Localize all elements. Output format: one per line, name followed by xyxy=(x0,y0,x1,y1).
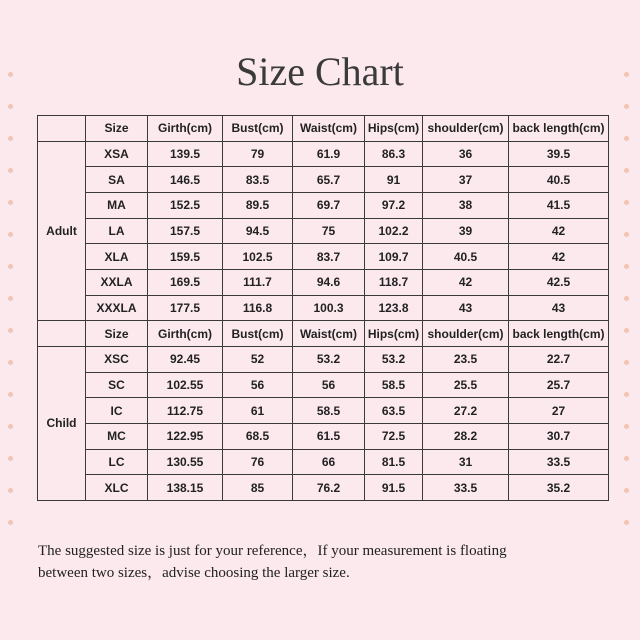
column-header: shoulder(cm) xyxy=(423,116,509,142)
decorative-dot xyxy=(8,136,13,141)
measurement-cell: 102.5 xyxy=(223,244,293,270)
table-row xyxy=(38,192,609,218)
measurement-cell: 63.5 xyxy=(365,398,423,424)
measurement-cell: 130.55 xyxy=(148,449,223,475)
measurement-cell: 100.3 xyxy=(293,295,365,321)
category-label: Child xyxy=(38,346,86,500)
measurement-cell: 116.8 xyxy=(223,295,293,321)
measurement-cell: 61.9 xyxy=(293,141,365,167)
measurement-cell: 61 xyxy=(223,398,293,424)
measurement-cell: 159.5 xyxy=(148,244,223,270)
measurement-cell: 56 xyxy=(223,372,293,398)
table-row xyxy=(38,244,609,270)
measurement-cell: 157.5 xyxy=(148,218,223,244)
size-cell: XSC xyxy=(86,346,148,372)
size-cell: SC xyxy=(86,372,148,398)
decorative-dot xyxy=(624,456,629,461)
size-cell: MA xyxy=(86,192,148,218)
measurement-cell: 66 xyxy=(293,449,365,475)
table-row xyxy=(38,449,609,475)
measurement-cell: 102.55 xyxy=(148,372,223,398)
measurement-cell: 43 xyxy=(423,295,509,321)
measurement-cell: 65.7 xyxy=(293,167,365,193)
measurement-cell: 42 xyxy=(509,244,609,270)
measurement-cell: 81.5 xyxy=(365,449,423,475)
measurement-cell: 91 xyxy=(365,167,423,193)
page-title: Size Chart xyxy=(236,49,404,94)
measurement-cell: 68.5 xyxy=(223,423,293,449)
table-row xyxy=(38,167,609,193)
header-blank-cell xyxy=(38,321,86,347)
table-row xyxy=(38,141,609,167)
header-row xyxy=(38,116,609,142)
measurement-cell: 25.7 xyxy=(509,372,609,398)
measurement-cell: 112.75 xyxy=(148,398,223,424)
size-cell: IC xyxy=(86,398,148,424)
table-row xyxy=(38,475,609,501)
measurement-cell: 27 xyxy=(509,398,609,424)
decorative-dot xyxy=(8,232,13,237)
decorative-dot xyxy=(8,424,13,429)
measurement-cell: 43 xyxy=(509,295,609,321)
decorative-dot xyxy=(8,488,13,493)
measurement-cell: 33.5 xyxy=(509,449,609,475)
decorative-dot xyxy=(624,296,629,301)
measurement-cell: 25.5 xyxy=(423,372,509,398)
size-cell: LC xyxy=(86,449,148,475)
decorative-dot xyxy=(624,424,629,429)
column-header: Size xyxy=(86,116,148,142)
decorative-dot xyxy=(624,200,629,205)
column-header: Size xyxy=(86,321,148,347)
measurement-cell: 58.5 xyxy=(293,398,365,424)
table-row xyxy=(38,295,609,321)
measurement-cell: 69.7 xyxy=(293,192,365,218)
decorative-dot xyxy=(624,136,629,141)
measurement-cell: 109.7 xyxy=(365,244,423,270)
measurement-cell: 83.5 xyxy=(223,167,293,193)
column-header: back length(cm) xyxy=(509,321,609,347)
measurement-cell: 139.5 xyxy=(148,141,223,167)
measurement-cell: 92.45 xyxy=(148,346,223,372)
table-row xyxy=(38,218,609,244)
measurement-cell: 118.7 xyxy=(365,269,423,295)
measurement-cell: 40.5 xyxy=(509,167,609,193)
size-cell: XSA xyxy=(86,141,148,167)
measurement-cell: 40.5 xyxy=(423,244,509,270)
size-cell: XLC xyxy=(86,475,148,501)
measurement-cell: 42 xyxy=(423,269,509,295)
measurement-cell: 53.2 xyxy=(365,346,423,372)
measurement-cell: 30.7 xyxy=(509,423,609,449)
decorative-dot xyxy=(8,520,13,525)
decorative-dot xyxy=(624,360,629,365)
decorative-dot xyxy=(8,360,13,365)
measurement-cell: 58.5 xyxy=(365,372,423,398)
size-cell: LA xyxy=(86,218,148,244)
note-line-2: between two sizes，advise choosing the larger size. xyxy=(38,565,350,581)
decorative-dot xyxy=(624,488,629,493)
decorative-dot xyxy=(624,168,629,173)
decorative-dots-left xyxy=(8,0,16,640)
measurement-cell: 91.5 xyxy=(365,475,423,501)
column-header: back length(cm) xyxy=(509,116,609,142)
measurement-cell: 111.7 xyxy=(223,269,293,295)
column-header: Bust(cm) xyxy=(223,321,293,347)
measurement-cell: 75 xyxy=(293,218,365,244)
measurement-cell: 42.5 xyxy=(509,269,609,295)
column-header: Girth(cm) xyxy=(148,116,223,142)
decorative-dot xyxy=(8,328,13,333)
measurement-cell: 76.2 xyxy=(293,475,365,501)
decorative-dot xyxy=(624,232,629,237)
decorative-dot xyxy=(624,520,629,525)
header-row xyxy=(38,321,609,347)
decorative-dot xyxy=(624,264,629,269)
measurement-cell: 83.7 xyxy=(293,244,365,270)
size-cell: XXXLA xyxy=(86,295,148,321)
measurement-cell: 56 xyxy=(293,372,365,398)
decorative-dot xyxy=(624,328,629,333)
measurement-cell: 123.8 xyxy=(365,295,423,321)
measurement-cell: 37 xyxy=(423,167,509,193)
measurement-cell: 33.5 xyxy=(423,475,509,501)
column-header: Hips(cm) xyxy=(365,321,423,347)
measurement-cell: 61.5 xyxy=(293,423,365,449)
measurement-cell: 27.2 xyxy=(423,398,509,424)
table-row xyxy=(38,398,609,424)
measurement-cell: 38 xyxy=(423,192,509,218)
size-cell: MC xyxy=(86,423,148,449)
size-advice-note xyxy=(38,540,628,584)
decorative-dot xyxy=(8,168,13,173)
measurement-cell: 138.15 xyxy=(148,475,223,501)
decorative-dot xyxy=(8,264,13,269)
measurement-cell: 28.2 xyxy=(423,423,509,449)
measurement-cell: 52 xyxy=(223,346,293,372)
size-cell: XLA xyxy=(86,244,148,270)
header-blank-cell xyxy=(38,116,86,142)
measurement-cell: 85 xyxy=(223,475,293,501)
column-header: Waist(cm) xyxy=(293,116,365,142)
measurement-cell: 122.95 xyxy=(148,423,223,449)
measurement-cell: 177.5 xyxy=(148,295,223,321)
measurement-cell: 89.5 xyxy=(223,192,293,218)
decorative-dot xyxy=(8,392,13,397)
measurement-cell: 79 xyxy=(223,141,293,167)
decorative-dot xyxy=(8,456,13,461)
size-cell: XXLA xyxy=(86,269,148,295)
measurement-cell: 39 xyxy=(423,218,509,244)
measurement-cell: 102.2 xyxy=(365,218,423,244)
column-header: shoulder(cm) xyxy=(423,321,509,347)
measurement-cell: 152.5 xyxy=(148,192,223,218)
measurement-cell: 76 xyxy=(223,449,293,475)
note-line-1: The suggested size is just for your reference，If your measurement is floating xyxy=(38,543,507,559)
measurement-cell: 39.5 xyxy=(509,141,609,167)
column-header: Bust(cm) xyxy=(223,116,293,142)
measurement-cell: 53.2 xyxy=(293,346,365,372)
table-row xyxy=(38,372,609,398)
decorative-dot xyxy=(624,392,629,397)
column-header: Waist(cm) xyxy=(293,321,365,347)
measurement-cell: 42 xyxy=(509,218,609,244)
measurement-cell: 23.5 xyxy=(423,346,509,372)
table-row xyxy=(38,423,609,449)
measurement-cell: 72.5 xyxy=(365,423,423,449)
decorative-dot xyxy=(8,296,13,301)
measurement-cell: 41.5 xyxy=(509,192,609,218)
size-chart-table xyxy=(37,115,609,501)
category-label: Adult xyxy=(38,141,86,321)
measurement-cell: 169.5 xyxy=(148,269,223,295)
column-header: Hips(cm) xyxy=(365,116,423,142)
table-row xyxy=(38,269,609,295)
measurement-cell: 22.7 xyxy=(509,346,609,372)
measurement-cell: 31 xyxy=(423,449,509,475)
decorative-dot xyxy=(8,200,13,205)
column-header: Girth(cm) xyxy=(148,321,223,347)
measurement-cell: 36 xyxy=(423,141,509,167)
measurement-cell: 94.6 xyxy=(293,269,365,295)
measurement-cell: 97.2 xyxy=(365,192,423,218)
size-cell: SA xyxy=(86,167,148,193)
measurement-cell: 94.5 xyxy=(223,218,293,244)
measurement-cell: 35.2 xyxy=(509,475,609,501)
table-row xyxy=(38,346,609,372)
measurement-cell: 86.3 xyxy=(365,141,423,167)
decorative-dot xyxy=(8,104,13,109)
decorative-dot xyxy=(624,104,629,109)
measurement-cell: 146.5 xyxy=(148,167,223,193)
